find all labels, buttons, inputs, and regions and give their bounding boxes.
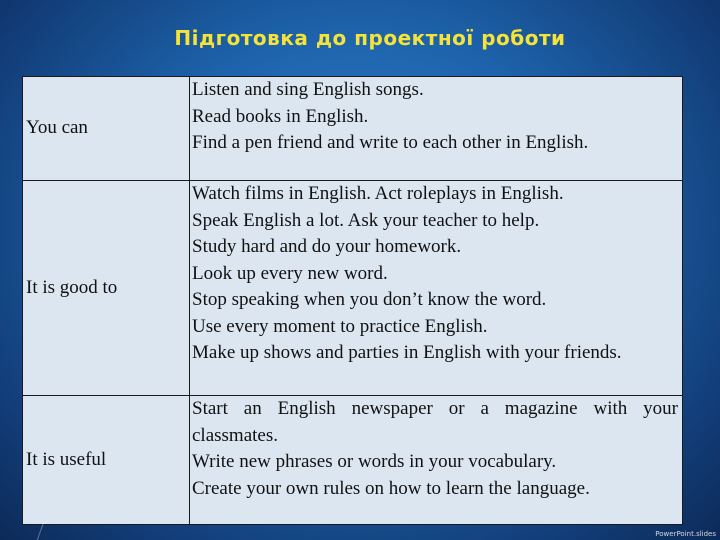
- list-item: Write new phrases or words in your vocabulary.: [192, 451, 557, 472]
- list-item: Listen and sing English songs.: [192, 79, 424, 100]
- row-content: [190, 396, 683, 525]
- slide-title: Підготовка до проектної роботи: [174, 26, 566, 50]
- list-item: Make up shows and parties in English with your friends.: [192, 342, 622, 363]
- list-item: Start an English newspaper or a magazine with your classmates.: [192, 398, 678, 446]
- list-item: Study hard and do your homework.: [192, 236, 462, 257]
- list-item: Find a pen friend and write to each other in English.: [192, 132, 589, 153]
- row-label: You can: [23, 77, 190, 181]
- activities-table: [22, 76, 683, 525]
- table-row: [23, 181, 683, 396]
- row-content: [190, 181, 683, 396]
- list-item: Read books in English.: [192, 105, 369, 127]
- table-row: [23, 396, 683, 525]
- row-label: It is good to: [23, 181, 190, 396]
- watermark: PowerPoint.slides: [655, 530, 716, 538]
- list-item: Create your own rules on how to learn the language.: [192, 477, 590, 499]
- row-label: It is useful: [23, 396, 190, 525]
- list-item: Watch films in English. Act roleplays in English.: [192, 183, 564, 204]
- row-content: [190, 77, 683, 181]
- list-item: Stop speaking when you don’t know the word.: [192, 289, 547, 310]
- list-item: Speak English a lot. Ask your teacher to help.: [192, 209, 540, 231]
- list-item: Look up every new word.: [192, 262, 388, 284]
- list-item: Use every moment to practice English.: [192, 315, 488, 337]
- table-row: [23, 77, 683, 181]
